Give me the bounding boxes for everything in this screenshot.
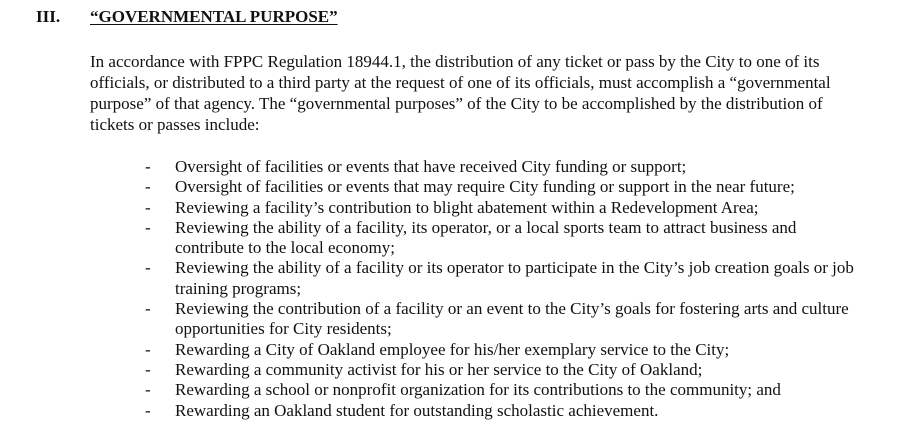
list-item [0, 258, 865, 299]
list-item-text: Rewarding a community activist for his or her service to the City of Oakland; [175, 359, 703, 379]
list-item-text: Reviewing the ability of a facility, its operator, or a local sports team to attract business and contribute to the local economy; [175, 217, 797, 258]
list-item [0, 198, 865, 218]
list-item-text: Reviewing the ability of a facility or its operator to participate in the City’s job creation goals or job training programs; [175, 258, 854, 298]
list-item [0, 177, 865, 197]
list-bullet: - [145, 258, 151, 278]
list-bullet: - [145, 197, 151, 217]
intro-paragraph: In accordance with FPPC Regulation 18944.1, the distribution of any ticket or pass by the City to one of its officials, or distributed to a third party at the request of one of its officials, must accomplish a “governmental purpose” of that agency. The “governmental purposes” of the City to be accomplished by the distribution of tickets or passes include: [90, 52, 831, 134]
purpose-list [0, 157, 900, 421]
list-item [0, 299, 865, 340]
list-bullet: - [145, 157, 151, 176]
list-item-text: Reviewing a facility’s contribution to blight abatement within a Redevelopment Area; [175, 197, 759, 217]
list-bullet: - [145, 359, 151, 379]
list-bullet: - [145, 217, 151, 237]
list-item [0, 401, 865, 421]
list-bullet: - [145, 400, 151, 420]
list-item-text: Rewarding an Oakland student for outstanding scholastic achievement. [175, 400, 659, 420]
list-item-text: Rewarding a school or nonprofit organization for its contributions to the community; and [175, 380, 781, 400]
section-title: “GOVERNMENTAL PURPOSE” [90, 7, 338, 26]
list-item [0, 218, 865, 259]
list-item-text: Rewarding a City of Oakland employee for his/her exemplary service to the City; [175, 339, 730, 359]
list-item-text: Oversight of facilities or events that may require City funding or support in the near future; [175, 177, 795, 197]
list-item [0, 157, 865, 177]
list-bullet: - [145, 299, 151, 319]
list-item [0, 380, 865, 400]
list-item [0, 340, 865, 360]
section-number: III. [36, 7, 61, 26]
list-item [0, 360, 865, 380]
list-bullet: - [145, 177, 151, 197]
list-bullet: - [145, 339, 151, 359]
list-item-text: Reviewing the contribution of a facility or an event to the City’s goals for fostering arts and culture opportunities for City residents; [175, 299, 849, 339]
list-bullet: - [145, 380, 151, 400]
list-item-text: Oversight of facilities or events that have received City funding or support; [175, 157, 687, 176]
